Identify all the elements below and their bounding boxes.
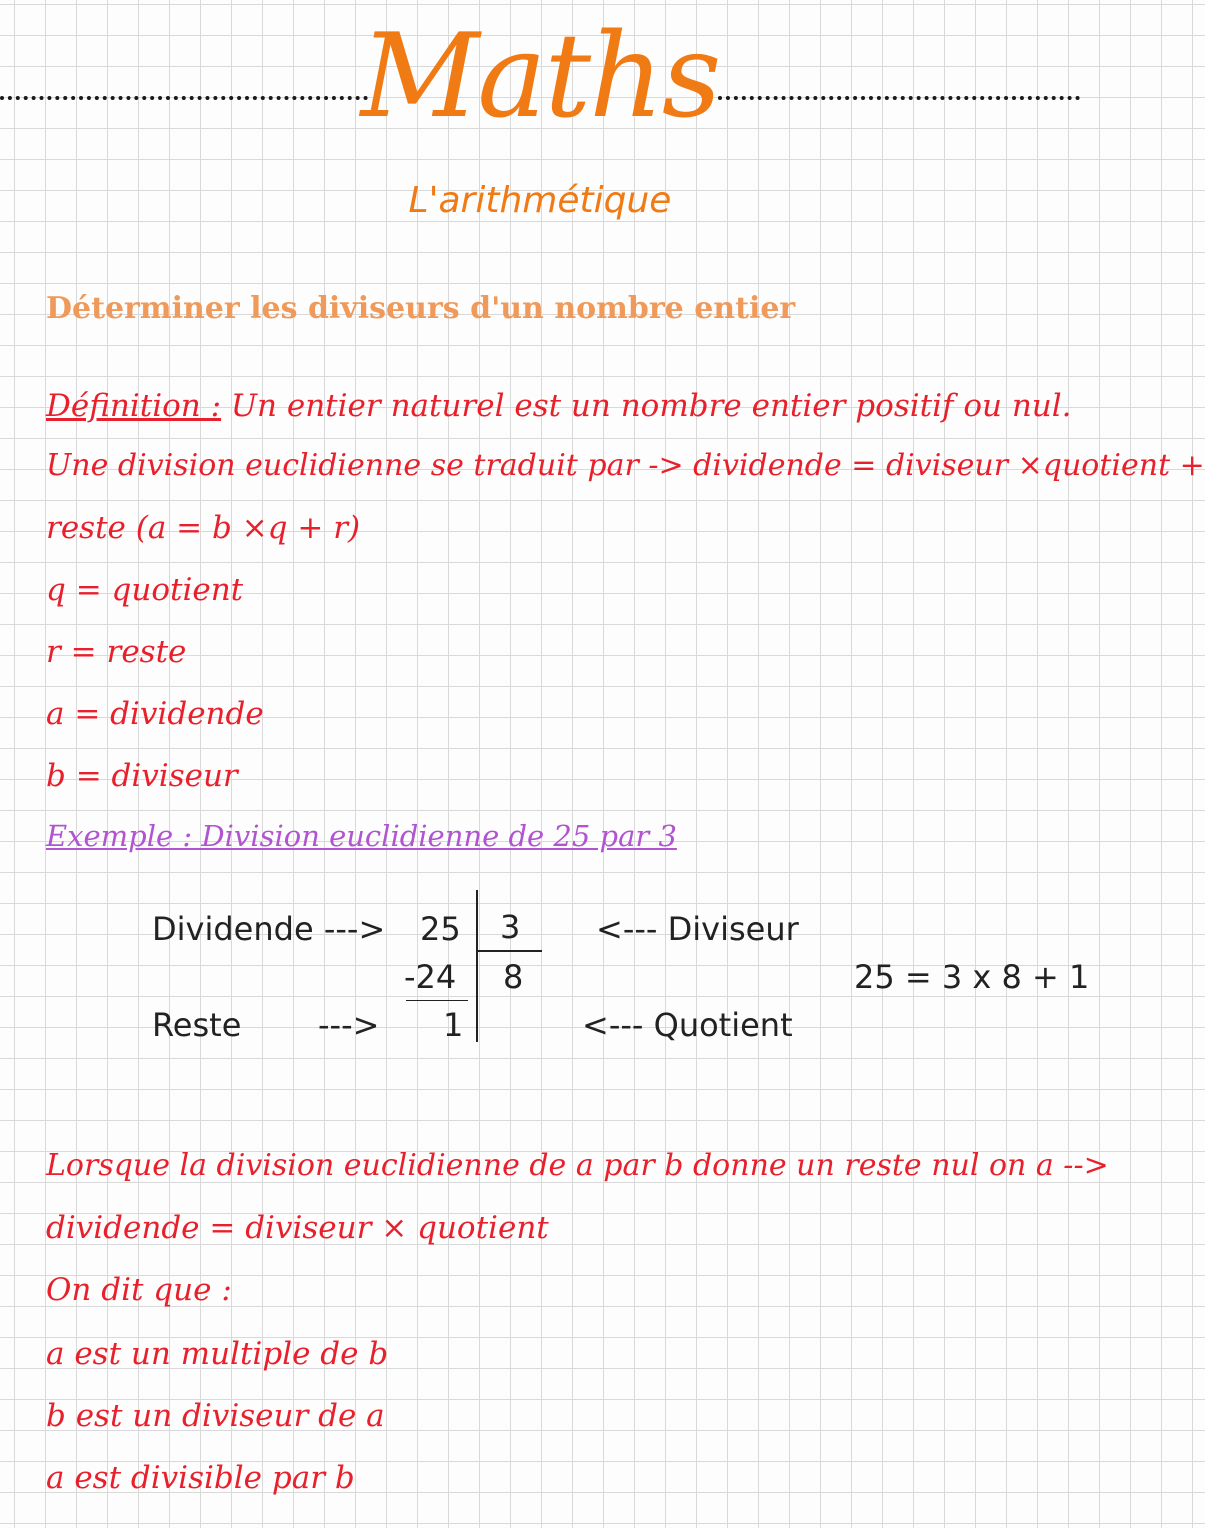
conclusion-line-3: On dit que : (46, 1272, 232, 1308)
quotient-value: 8 (503, 958, 524, 996)
conclusion-line-1: Lorsque la division euclidienne de a par b donne un reste nul on a --> (46, 1148, 1109, 1183)
division-vertical-bar (476, 890, 478, 1042)
subtracted-value: -24 (404, 958, 457, 996)
conclusion-item: a est un multiple de b (46, 1336, 389, 1372)
divisor-value: 3 (500, 908, 521, 946)
definition-line-2: Une division euclidienne se traduit par -> dividende = diviseur ×quotient + (46, 448, 1205, 483)
subtraction-underline (406, 1000, 468, 1001)
remainder-value: 1 (443, 1006, 464, 1044)
conclusion-line-2: dividende = diviseur × quotient (46, 1210, 549, 1246)
term-dividende: a = dividende (46, 696, 264, 732)
term-reste: r = reste (46, 634, 187, 670)
term-diviseur: b = diviseur (46, 758, 238, 794)
remainder-arrow: ---> (318, 1006, 380, 1044)
section-heading: Déterminer les diviseurs d'un nombre entier (46, 291, 796, 326)
term-quotient: q = quotient (46, 572, 244, 608)
page-title: Maths (360, 9, 720, 144)
conclusion-item: a est divisible par b (46, 1460, 355, 1496)
page-subtitle: L'arithmétique (408, 180, 672, 221)
dividend-label: Dividende ---> (152, 910, 386, 948)
dividend-value: 25 (420, 910, 461, 948)
example-label: Exemple : Division euclidienne de 25 par 3 (46, 819, 677, 853)
division-horizontal-bar (476, 950, 542, 952)
divisor-label: <--- Diviseur (596, 910, 799, 948)
conclusion-item: b est un diviseur de a (46, 1398, 385, 1434)
definition-line-3: reste (a = b ×q + r) (46, 510, 361, 546)
definition-label: Définition : (46, 388, 222, 424)
example-equation: 25 = 3 x 8 + 1 (854, 958, 1090, 996)
quotient-label: <--- Quotient (582, 1006, 793, 1044)
remainder-label: Reste (152, 1006, 242, 1044)
definition-text: Un entier naturel est un nombre entier positif ou nul. (221, 388, 1072, 424)
definition-line (46, 386, 1072, 426)
